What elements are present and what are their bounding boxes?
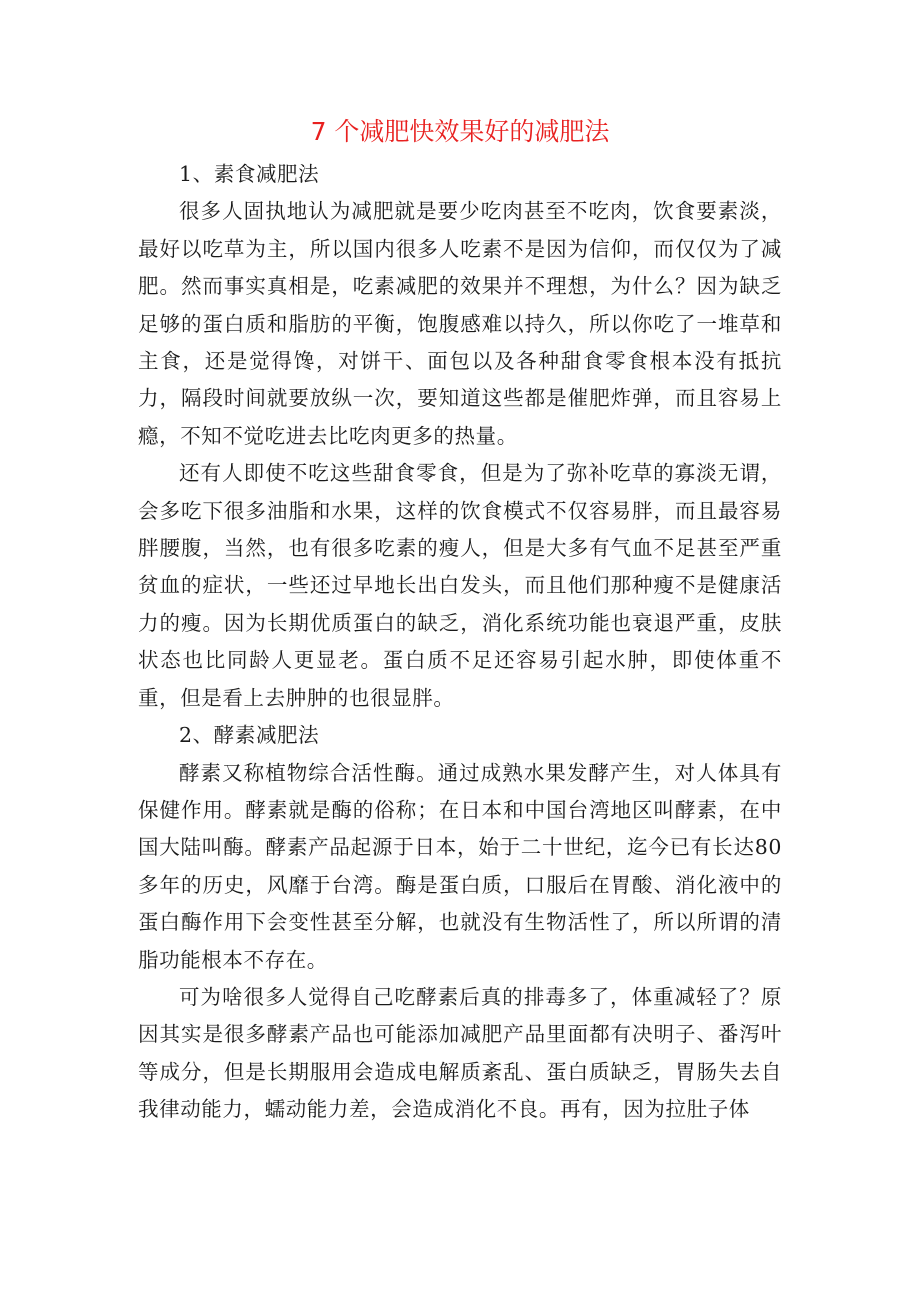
document-title: 7 个减肥快效果好的减肥法 xyxy=(310,117,610,146)
paragraph: 酵素又称植物综合活性酶。通过成熟水果发酵产生，对人体具有保健作用。酵素就是酶的俗称；在日本和中国台湾地区叫酵素，在中国大陆叫酶。酵素产品起源于日本，始于二十世纪，迄今已有长达80 多年的历史，风靡于台湾。酶是蛋白质，口服后在胃酸、消化液中的蛋白酶作用下会变性甚至分解，也就没有生物活性了，所以所谓的清脂功能根本不存在。 xyxy=(138,760,782,972)
paragraph: 可为啥很多人觉得自己吃酵素后真的排毒多了，体重减轻了？原因其实是很多酵素产品也可能添加减肥产品里面都有决明子、番泻叶等成分，但是长期服用会造成电解质紊乱、蛋白质缺乏，胃肠失去自我律动能力，蠕动能力差，会造成消化不良。再有，因为拉肚子体 xyxy=(138,984,782,1122)
paragraph: 很多人固执地认为减肥就是要少吃肉甚至不吃肉，饮食要素淡，最好以吃草为主，所以国内很多人吃素不是因为信仰，而仅仅为了减肥。然而事实真相是，吃素减肥的效果并不理想，为什么？因为缺乏足够的蛋白质和脂肪的平衡，饱腹感难以持久，所以你吃了一堆草和主食，还是觉得馋，对饼干、面包以及各种甜食零食根本没有抵抗力，隔段时间就要放纵一次，要知道这些都是催肥炸弹，而且容易上瘾，不知不觉吃进去比吃肉更多的热量。 xyxy=(138,199,782,448)
section-heading: 2、酵素减肥法 xyxy=(179,723,320,748)
section-heading: 1、素食减肥法 xyxy=(179,162,320,186)
paragraph: 还有人即使不吃这些甜食零食，但是为了弥补吃草的寡淡无谓，会多吃下很多油脂和水果，这样的饮食模式不仅容易胖，而且最容易胖腰腹，当然，也有很多吃素的瘦人，但是大多有气血不足甚至严重贫血的症状，一些还过早地长出白发头，而且他们那种瘦不是健康活力的瘦。因为长期优质蛋白的缺乏，消化系统功能也衰退严重，皮肤状态也比同龄人更显老。蛋白质不足还容易引起水肿，即使体重不重，但是看上去肿肿的也很显胖。 xyxy=(138,461,782,710)
document-body xyxy=(138,156,782,1129)
